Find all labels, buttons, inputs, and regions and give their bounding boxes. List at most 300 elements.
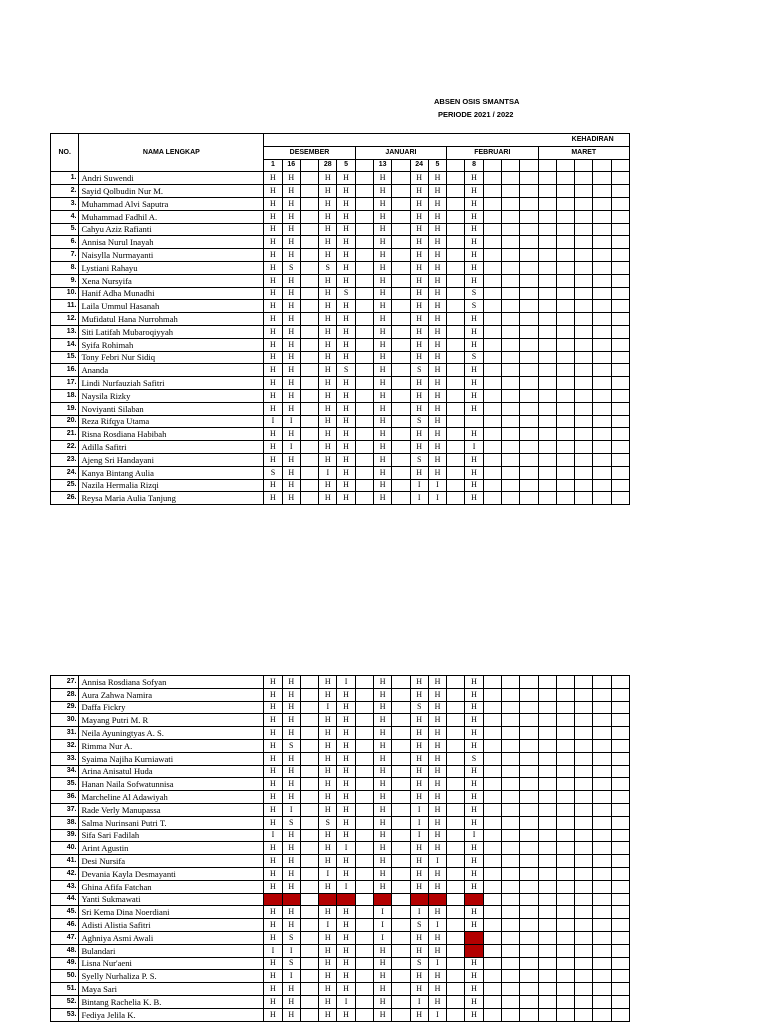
empty-cell bbox=[575, 479, 593, 492]
empty-cell bbox=[501, 172, 519, 185]
empty-cell bbox=[447, 274, 465, 287]
row-number: 53. bbox=[51, 1008, 79, 1021]
attendance-cell: H bbox=[282, 492, 300, 505]
attendance-cell: H bbox=[465, 325, 483, 338]
attendance-cell: H bbox=[337, 300, 355, 313]
empty-cell bbox=[501, 765, 519, 778]
empty-cell bbox=[611, 351, 629, 364]
attendance-cell: S bbox=[337, 287, 355, 300]
empty-cell bbox=[538, 364, 556, 377]
empty-cell bbox=[501, 466, 519, 479]
table-row bbox=[51, 1008, 630, 1021]
empty-cell bbox=[538, 701, 556, 714]
empty-cell bbox=[575, 377, 593, 390]
row-number: 43. bbox=[51, 880, 79, 893]
attendance-cell: H bbox=[319, 778, 337, 791]
row-number: 27. bbox=[51, 676, 79, 689]
attendance-cell: H bbox=[465, 1008, 483, 1021]
empty-cell bbox=[520, 944, 538, 957]
empty-cell bbox=[300, 338, 318, 351]
empty-cell bbox=[447, 223, 465, 236]
empty-cell bbox=[538, 300, 556, 313]
attendance-cell: H bbox=[465, 880, 483, 893]
day-1: 1 bbox=[264, 159, 282, 172]
attendance-cell: H bbox=[410, 223, 428, 236]
empty-cell bbox=[593, 752, 611, 765]
empty-cell bbox=[447, 210, 465, 223]
attendance-cell: H bbox=[428, 739, 446, 752]
attendance-cell: H bbox=[337, 791, 355, 804]
empty-cell bbox=[593, 803, 611, 816]
attendance-cell: H bbox=[337, 377, 355, 390]
empty-cell bbox=[538, 415, 556, 428]
empty-cell bbox=[575, 791, 593, 804]
attendance-cell: H bbox=[337, 714, 355, 727]
empty-cell bbox=[355, 855, 373, 868]
attendance-cell: H bbox=[337, 313, 355, 326]
empty-cell bbox=[501, 223, 519, 236]
attendance-cell: H bbox=[337, 428, 355, 441]
empty-cell bbox=[501, 842, 519, 855]
empty-cell bbox=[300, 287, 318, 300]
attendance-cell: I bbox=[465, 829, 483, 842]
empty-cell bbox=[611, 210, 629, 223]
empty-cell bbox=[593, 867, 611, 880]
empty-cell bbox=[355, 377, 373, 390]
attendance-cell: H bbox=[373, 441, 391, 454]
attendance-cell: H bbox=[465, 688, 483, 701]
day-28: 28 bbox=[319, 159, 337, 172]
attendance-cell: H bbox=[465, 236, 483, 249]
attendance-cell: S bbox=[410, 415, 428, 428]
attendance-cell: I bbox=[282, 415, 300, 428]
attendance-cell: H bbox=[282, 236, 300, 249]
attendance-cell: H bbox=[410, 300, 428, 313]
empty-cell bbox=[520, 739, 538, 752]
table-row bbox=[51, 197, 630, 210]
attendance-cell: H bbox=[319, 453, 337, 466]
attendance-cell: H bbox=[264, 714, 282, 727]
empty-cell bbox=[575, 893, 593, 906]
attendance-cell: H bbox=[264, 983, 282, 996]
empty-cell bbox=[355, 351, 373, 364]
empty-cell bbox=[501, 236, 519, 249]
attendance-cell: H bbox=[465, 676, 483, 689]
empty-cell bbox=[355, 842, 373, 855]
empty-cell bbox=[300, 210, 318, 223]
row-number: 44. bbox=[51, 893, 79, 906]
attendance-cell: H bbox=[282, 466, 300, 479]
member-name: Lisna Nur'aeni bbox=[79, 957, 264, 970]
empty-cell bbox=[538, 957, 556, 970]
attendance-cell: H bbox=[373, 676, 391, 689]
empty-cell bbox=[483, 402, 501, 415]
attendance-cell: H bbox=[428, 402, 446, 415]
empty-cell bbox=[483, 479, 501, 492]
member-name: Muhammad Fadhil A. bbox=[79, 210, 264, 223]
empty-cell bbox=[611, 995, 629, 1008]
empty-cell bbox=[520, 1008, 538, 1021]
attendance-cell: H bbox=[264, 338, 282, 351]
attendance-cell: H bbox=[264, 676, 282, 689]
attendance-cell: H bbox=[282, 765, 300, 778]
attendance-cell: H bbox=[373, 274, 391, 287]
attendance-cell: H bbox=[282, 338, 300, 351]
empty-cell bbox=[556, 351, 574, 364]
attendance-cell: I bbox=[319, 701, 337, 714]
empty-cell bbox=[611, 855, 629, 868]
empty-cell bbox=[447, 236, 465, 249]
table-row bbox=[51, 441, 630, 454]
attendance-cell: H bbox=[337, 223, 355, 236]
empty-cell bbox=[520, 172, 538, 185]
row-number: 48. bbox=[51, 944, 79, 957]
table-row bbox=[51, 300, 630, 313]
attendance-cell: H bbox=[428, 261, 446, 274]
empty-cell bbox=[355, 752, 373, 765]
attendance-cell: H bbox=[282, 676, 300, 689]
attendance-cell: H bbox=[282, 210, 300, 223]
empty-cell bbox=[593, 970, 611, 983]
attendance-cell: H bbox=[319, 765, 337, 778]
attendance-cell: H bbox=[465, 197, 483, 210]
attendance-cell: H bbox=[264, 453, 282, 466]
empty-cell bbox=[355, 402, 373, 415]
empty-cell bbox=[355, 249, 373, 262]
attendance-cell: H bbox=[373, 287, 391, 300]
attendance-cell: H bbox=[410, 727, 428, 740]
empty-cell bbox=[556, 236, 574, 249]
row-number: 28. bbox=[51, 688, 79, 701]
empty-cell bbox=[520, 995, 538, 1008]
empty-cell bbox=[556, 300, 574, 313]
empty-cell bbox=[520, 676, 538, 689]
attendance-cell: H bbox=[264, 880, 282, 893]
row-number: 38. bbox=[51, 816, 79, 829]
attendance-cell: H bbox=[319, 441, 337, 454]
empty-cell bbox=[501, 906, 519, 919]
attendance-cell: H bbox=[410, 778, 428, 791]
empty-cell bbox=[447, 778, 465, 791]
empty-cell bbox=[593, 919, 611, 932]
attendance-cell: H bbox=[428, 727, 446, 740]
empty-cell bbox=[447, 688, 465, 701]
empty-cell bbox=[520, 377, 538, 390]
attendance-cell: H bbox=[319, 676, 337, 689]
empty-cell bbox=[447, 338, 465, 351]
empty-cell bbox=[575, 492, 593, 505]
attendance-cell: H bbox=[319, 752, 337, 765]
empty-cell bbox=[483, 338, 501, 351]
empty-cell bbox=[556, 919, 574, 932]
attendance-cell: H bbox=[373, 402, 391, 415]
table-row bbox=[51, 893, 630, 906]
attendance-cell: S bbox=[410, 919, 428, 932]
table-row bbox=[51, 816, 630, 829]
member-name: Bulandari bbox=[79, 944, 264, 957]
empty-cell bbox=[611, 752, 629, 765]
empty-cell bbox=[300, 803, 318, 816]
attendance-cell: H bbox=[264, 428, 282, 441]
empty-cell bbox=[611, 727, 629, 740]
empty-cell bbox=[447, 701, 465, 714]
empty-cell bbox=[483, 466, 501, 479]
table-body-bottom bbox=[51, 676, 630, 1022]
attendance-cell: H bbox=[337, 1008, 355, 1021]
attendance-cell: I bbox=[428, 1008, 446, 1021]
empty-cell bbox=[538, 428, 556, 441]
empty-cell bbox=[575, 983, 593, 996]
attendance-cell: H bbox=[373, 492, 391, 505]
empty-cell bbox=[300, 441, 318, 454]
attendance-cell: H bbox=[264, 351, 282, 364]
empty-cell bbox=[575, 919, 593, 932]
attendance-cell: H bbox=[410, 931, 428, 944]
empty-cell bbox=[447, 377, 465, 390]
attendance-cell: S bbox=[410, 957, 428, 970]
empty-cell bbox=[447, 402, 465, 415]
empty-cell bbox=[520, 351, 538, 364]
member-name: Syelly Nurhaliza P. S. bbox=[79, 970, 264, 983]
empty-cell bbox=[611, 453, 629, 466]
attendance-cell: H bbox=[337, 778, 355, 791]
empty-cell bbox=[355, 364, 373, 377]
empty-cell bbox=[392, 479, 410, 492]
empty-cell bbox=[447, 970, 465, 983]
empty-cell bbox=[575, 466, 593, 479]
empty-cell bbox=[538, 351, 556, 364]
attendance-cell: H bbox=[428, 389, 446, 402]
empty-cell bbox=[355, 867, 373, 880]
empty-cell bbox=[355, 983, 373, 996]
empty-cell bbox=[447, 765, 465, 778]
empty-cell bbox=[501, 453, 519, 466]
attendance-cell bbox=[282, 893, 300, 906]
attendance-cell: H bbox=[410, 752, 428, 765]
empty-cell bbox=[593, 338, 611, 351]
empty-cell bbox=[483, 714, 501, 727]
empty-cell bbox=[355, 223, 373, 236]
empty-cell bbox=[355, 236, 373, 249]
attendance-cell: H bbox=[264, 739, 282, 752]
attendance-cell: H bbox=[428, 701, 446, 714]
empty-cell bbox=[501, 287, 519, 300]
empty-cell bbox=[520, 970, 538, 983]
empty-cell bbox=[447, 287, 465, 300]
attendance-cell: H bbox=[410, 842, 428, 855]
empty-cell bbox=[538, 855, 556, 868]
empty-cell bbox=[447, 453, 465, 466]
attendance-cell: I bbox=[319, 867, 337, 880]
row-number: 35. bbox=[51, 778, 79, 791]
attendance-cell: H bbox=[264, 172, 282, 185]
empty-cell bbox=[501, 931, 519, 944]
empty-cell bbox=[611, 701, 629, 714]
empty-cell bbox=[520, 453, 538, 466]
attendance-cell: H bbox=[373, 765, 391, 778]
attendance-cell: H bbox=[319, 185, 337, 198]
empty-cell bbox=[575, 389, 593, 402]
empty-cell bbox=[520, 701, 538, 714]
attendance-cell: H bbox=[428, 441, 446, 454]
attendance-cell: I bbox=[264, 415, 282, 428]
row-number: 1. bbox=[51, 172, 79, 185]
table-row bbox=[51, 970, 630, 983]
attendance-cell: H bbox=[410, 338, 428, 351]
empty-cell bbox=[538, 803, 556, 816]
empty-cell bbox=[593, 236, 611, 249]
table-row bbox=[51, 931, 630, 944]
empty-cell bbox=[355, 415, 373, 428]
attendance-cell: H bbox=[337, 274, 355, 287]
empty-cell bbox=[483, 944, 501, 957]
attendance-cell: S bbox=[465, 351, 483, 364]
attendance-cell: H bbox=[428, 880, 446, 893]
empty-cell bbox=[392, 274, 410, 287]
attendance-cell: H bbox=[428, 778, 446, 791]
attendance-cell: I bbox=[410, 492, 428, 505]
attendance-cell: H bbox=[373, 261, 391, 274]
member-name: Maya Sari bbox=[79, 983, 264, 996]
empty-cell bbox=[355, 300, 373, 313]
attendance-cell: H bbox=[410, 210, 428, 223]
empty-cell bbox=[501, 441, 519, 454]
attendance-cell: I bbox=[428, 919, 446, 932]
attendance-cell: H bbox=[264, 842, 282, 855]
empty-cell bbox=[501, 676, 519, 689]
attendance-cell: H bbox=[410, 428, 428, 441]
row-number: 18. bbox=[51, 389, 79, 402]
empty-cell bbox=[611, 389, 629, 402]
member-name: Risna Rosdiana Habibah bbox=[79, 428, 264, 441]
member-name: Ghina Afifa Fatchan bbox=[79, 880, 264, 893]
attendance-cell: H bbox=[264, 479, 282, 492]
empty-cell bbox=[593, 957, 611, 970]
empty-cell bbox=[483, 236, 501, 249]
empty-cell bbox=[611, 829, 629, 842]
attendance-cell: H bbox=[264, 441, 282, 454]
row-number: 49. bbox=[51, 957, 79, 970]
empty-cell bbox=[300, 957, 318, 970]
attendance-cell: H bbox=[373, 957, 391, 970]
attendance-cell: H bbox=[465, 313, 483, 326]
empty-cell bbox=[300, 727, 318, 740]
empty-cell bbox=[611, 906, 629, 919]
empty-cell bbox=[575, 185, 593, 198]
empty-cell bbox=[538, 842, 556, 855]
row-number: 17. bbox=[51, 377, 79, 390]
attendance-cell: H bbox=[264, 688, 282, 701]
attendance-cell: H bbox=[410, 172, 428, 185]
empty-cell bbox=[593, 791, 611, 804]
attendance-cell: H bbox=[319, 970, 337, 983]
attendance-cell: H bbox=[319, 351, 337, 364]
attendance-cell: H bbox=[373, 479, 391, 492]
member-name: Desi Nursifa bbox=[79, 855, 264, 868]
member-name: Reysa Maria Aulia Tanjung bbox=[79, 492, 264, 505]
member-name: Noviyanti Silaban bbox=[79, 402, 264, 415]
attendance-cell: H bbox=[465, 210, 483, 223]
empty-cell bbox=[483, 300, 501, 313]
table-row bbox=[51, 778, 630, 791]
member-name: Annisa Nurul Inayah bbox=[79, 236, 264, 249]
empty-cell bbox=[556, 995, 574, 1008]
attendance-cell: H bbox=[282, 223, 300, 236]
empty-cell bbox=[300, 906, 318, 919]
attendance-cell: H bbox=[337, 944, 355, 957]
attendance-cell: H bbox=[373, 389, 391, 402]
row-number: 52. bbox=[51, 995, 79, 1008]
empty-cell bbox=[593, 492, 611, 505]
empty-cell bbox=[520, 274, 538, 287]
attendance-cell: H bbox=[337, 325, 355, 338]
empty-cell bbox=[520, 791, 538, 804]
empty-cell bbox=[556, 466, 574, 479]
empty-cell bbox=[392, 676, 410, 689]
attendance-cell: H bbox=[373, 185, 391, 198]
empty-cell bbox=[392, 223, 410, 236]
empty-cell bbox=[556, 791, 574, 804]
empty-cell bbox=[538, 919, 556, 932]
empty-cell bbox=[447, 919, 465, 932]
empty-cell bbox=[392, 313, 410, 326]
empty-cell bbox=[556, 172, 574, 185]
attendance-cell: H bbox=[319, 338, 337, 351]
attendance-cell: H bbox=[410, 739, 428, 752]
empty-cell bbox=[538, 829, 556, 842]
empty-cell bbox=[593, 1008, 611, 1021]
row-number: 31. bbox=[51, 727, 79, 740]
empty-cell bbox=[538, 479, 556, 492]
empty-cell bbox=[355, 325, 373, 338]
attendance-cell: H bbox=[373, 944, 391, 957]
row-number: 36. bbox=[51, 791, 79, 804]
empty-cell bbox=[538, 402, 556, 415]
attendance-cell: H bbox=[264, 364, 282, 377]
attendance-cell: H bbox=[319, 714, 337, 727]
empty-cell bbox=[611, 402, 629, 415]
attendance-cell: H bbox=[428, 765, 446, 778]
empty-cell bbox=[501, 688, 519, 701]
empty-cell bbox=[483, 778, 501, 791]
empty-cell bbox=[483, 415, 501, 428]
empty-cell bbox=[520, 261, 538, 274]
attendance-cell: H bbox=[282, 351, 300, 364]
empty-cell bbox=[611, 197, 629, 210]
empty-cell bbox=[611, 778, 629, 791]
member-name: Aghniya Asmi Awali bbox=[79, 931, 264, 944]
attendance-cell: H bbox=[373, 313, 391, 326]
empty-cell bbox=[447, 351, 465, 364]
empty-cell bbox=[447, 714, 465, 727]
empty-cell bbox=[556, 701, 574, 714]
empty-cell bbox=[447, 364, 465, 377]
row-number: 8. bbox=[51, 261, 79, 274]
empty-cell bbox=[593, 364, 611, 377]
empty-cell bbox=[501, 389, 519, 402]
attendance-cell: H bbox=[465, 842, 483, 855]
empty-cell bbox=[520, 236, 538, 249]
empty-cell bbox=[611, 338, 629, 351]
empty-cell bbox=[300, 223, 318, 236]
empty-cell bbox=[483, 172, 501, 185]
empty-cell bbox=[501, 944, 519, 957]
empty-cell bbox=[611, 931, 629, 944]
attendance-cell: H bbox=[410, 714, 428, 727]
empty-cell bbox=[447, 466, 465, 479]
empty-cell bbox=[611, 441, 629, 454]
empty-cell bbox=[501, 261, 519, 274]
